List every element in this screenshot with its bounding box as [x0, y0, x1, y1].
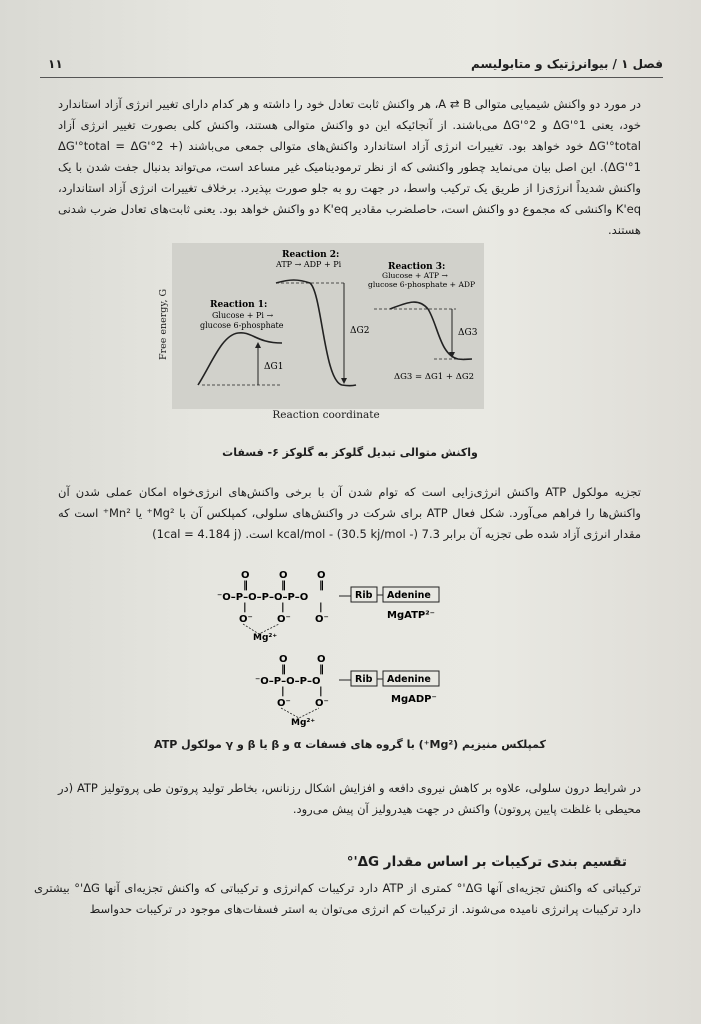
reaction1-title: Reaction 1: — [210, 300, 268, 310]
reaction1-line2: glucose 6-phosphate — [200, 321, 284, 330]
svg-text:O⁻: O⁻ — [315, 698, 329, 709]
reaction2-line1: ATP → ADP + Pi — [276, 260, 342, 269]
reaction1-curve — [198, 333, 282, 385]
mgadp-mg: Mg²⁺ — [291, 718, 316, 728]
chapter-title: فصل ۱ / بیوانرژتیک و متابولیسم — [471, 57, 663, 71]
svg-text:|: | — [319, 686, 323, 697]
svg-text:|: | — [243, 602, 247, 613]
x-axis-label: Reaction coordinate — [272, 409, 380, 421]
paragraph-sequential-reactions: در مورد دو واکنش شیمیایی متوالی A ⇄ B، هر واکنش ثابت تعادل خود را داشته و هر کدام دارای تغییر انرژی آزاد استاندارد خود، یعنی ΔG'°1 و ΔG'°2 می‌باشند. از آنجائیکه این دو واکنش متوالی هستند، واکنش کلی بصورت تغییر انرژی آزاد ΔG'°total خود خواهد بود. تغییرات انرژی آزاد استاندارد واکنش‌های متوالی جمعی می‌باشند (ΔG'°total = ΔG'°2 + ΔG'°1). این اصل بیان می‌نماید چطور واکنشی که از نظر ترمودینامیک غیر مساعد است، می‌تواند بدنبال جفت شدن با یک واکنش شدیداً انرژی‌زا از طریق یک ترکیب واسط، در جهت رو به جلو صورت بپذیرد. برخلاف تغییرات انرژی آزاد استاندارد، K'eq واکنشی که مجموع دو واکنش است، حاصلضرب مقادیر K'eq دو واکنش خواهد بود. یعنی ثابت‌های تعادل ضرب شدنی هستند. — [58, 97, 641, 237]
svg-text:|: | — [281, 602, 285, 613]
mgadp-label: MgADP⁻ — [391, 694, 437, 705]
dg2-label: ΔG2 — [350, 326, 370, 336]
mgadp-adenine: Adenine — [387, 674, 431, 685]
svg-text:O: O — [279, 654, 288, 665]
page-header — [40, 55, 663, 78]
svg-text:O: O — [317, 570, 326, 581]
mgatp-label: MgATP²⁻ — [387, 610, 435, 621]
energy-diagram — [172, 243, 484, 409]
mgatp-mg: Mg²⁺ — [253, 633, 278, 643]
svg-text:O⁻: O⁻ — [239, 614, 253, 625]
svg-text:O⁻: O⁻ — [315, 614, 329, 625]
paragraph-classification: ترکیباتی که واکنش تجزیه‌ای آنها ΔG'° کمتری از ATP دارد ترکیبات کم‌انرژی و ترکیباتی که واکنش تجزیه‌ای آنها ΔG'° بیشتری دارد ترکیبات پرانرژی نامیده می‌شوند. از ترکیبات کم انرژی می‌توان به استر فسفات‌های موجود در ترکیبات حدواسط — [34, 881, 641, 916]
mgatp-rib: Rib — [355, 590, 373, 601]
paragraph-cellular-conditions: در شرایط درون سلولی، علاوه بر کاهش نیروی دافعه و افزایش اشکال رزنانس، بخاطر تولید پروتون طی پروتولیز ATP (در محیطی با غلظت پایین پروتون) واکنش در جهت هیدرولیز آن پیش می‌رود. — [58, 781, 641, 816]
svg-text:‖: ‖ — [319, 580, 324, 591]
svg-text:O: O — [279, 570, 288, 581]
svg-text:O: O — [317, 654, 326, 665]
svg-text:‖: ‖ — [319, 664, 324, 675]
section-heading: تقسیم بندی ترکیبات بر اساس مقدار ΔG'° — [346, 854, 627, 870]
mgadp-structure — [255, 654, 329, 728]
svg-text:‖: ‖ — [281, 664, 286, 675]
figure2-caption: کمپلکس منیزیم (Mg²⁺) با گروه های فسفات α و β یا β و γ مولکول ATP — [154, 738, 546, 751]
svg-text:⁻O–P–O–P–O–P–O: ⁻O–P–O–P–O–P–O — [217, 592, 309, 603]
reaction2-title: Reaction 2: — [282, 250, 340, 260]
reaction3-line2: glucose 6-phosphate + ADP — [368, 280, 476, 289]
svg-text:|: | — [281, 686, 285, 697]
mgatp-adenine: Adenine — [387, 590, 431, 601]
reaction1-line1: Glucose + Pi → — [212, 311, 274, 320]
page-number: ۱۱ — [48, 57, 63, 71]
svg-text:‖: ‖ — [281, 580, 286, 591]
svg-text:O⁻: O⁻ — [277, 614, 291, 625]
mg-atp-structures — [215, 568, 465, 728]
reaction3-title: Reaction 3: — [388, 262, 446, 272]
svg-text:O⁻: O⁻ — [277, 698, 291, 709]
svg-text:⁻O–P–O–P–O: ⁻O–P–O–P–O — [255, 676, 321, 687]
paragraph-atp-hydrolysis: تجزیه مولکول ATP واکنش انرژی‌زایی است که توام شدن آن با برخی واکنش‌های انرژی‌خواه امکان عملی شدن آن واکنش‌ها را فراهم می‌آورد. شکل فعال ATP برای شرکت در واکنش‌های سلولی، کمپلکس آن با Mg²⁺ یا Mn²⁺ است که مقدار انرژی آزاد شده طی تجزیه آن برابر 7.3 kcal/mol - (30.5 kj/mol -) است. (1cal = 4.184 j) — [58, 485, 641, 541]
mgatp-structure — [217, 570, 329, 643]
dg3-label: ΔG3 — [458, 328, 478, 338]
dg-sum-label: ΔG3 = ΔG1 + ΔG2 — [394, 372, 475, 382]
svg-text:O: O — [241, 570, 250, 581]
reaction3-line1: Glucose + ATP → — [382, 271, 448, 280]
mgadp-rib: Rib — [355, 674, 373, 685]
y-axis-label: Free energy, G — [158, 288, 169, 360]
svg-text:‖: ‖ — [243, 580, 248, 591]
svg-text:|: | — [319, 602, 323, 613]
dg1-label: ΔG1 — [264, 362, 284, 372]
figure1-caption: واکنش متوالی تبدیل گلوکز به گلوکز ۶- فسفات — [222, 446, 478, 459]
